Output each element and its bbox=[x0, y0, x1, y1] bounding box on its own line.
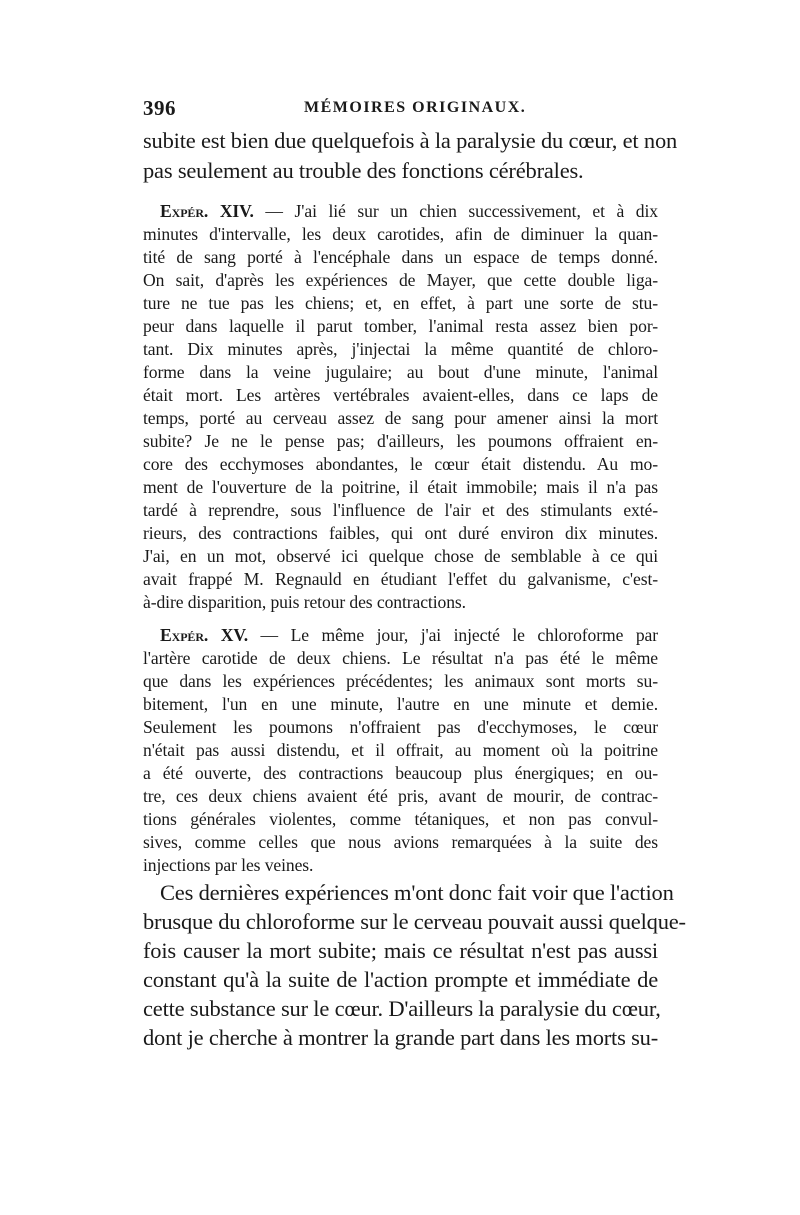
exper-15-line: que dans les expériences précédentes; les animaux sont morts su- bbox=[143, 671, 658, 691]
exper-14-line: On sait, d'après les expériences de Mayer, que cette double liga- bbox=[143, 270, 658, 290]
exper-14-line: rieurs, des contractions faibles, qui ont duré environ dix minutes. bbox=[143, 523, 658, 543]
exper-14-line: forme dans la veine jugulaire; au bout d'une minute, l'animal bbox=[143, 362, 658, 382]
exper-15-line: sives, comme celles que nous avions remarquées à la suite des bbox=[143, 832, 658, 852]
top-paragraph-line: subite est bien due quelquefois à la paralysie du cœur, et non bbox=[143, 128, 678, 153]
exper-14-line: était mort. Les artères vertébrales avaient-elles, dans ce laps de bbox=[143, 385, 658, 405]
exper-14-line: avait frappé M. Regnauld en étudiant l'effet du galvanisme, c'est- bbox=[143, 569, 658, 589]
exper-15-line: bitement, l'un en une minute, l'autre en une minute et demie. bbox=[143, 694, 658, 714]
exper-15-first-line bbox=[160, 625, 658, 646]
conclusion-line: fois causer la mort subite; mais ce résultat n'est pas aussi bbox=[143, 938, 658, 963]
running-header bbox=[143, 96, 658, 120]
exper-14-line: peur dans laquelle il parut tomber, l'animal resta assez bien por- bbox=[143, 316, 658, 336]
exper-15-line: Seulement les poumons n'offraient pas d'ecchymoses, le cœur bbox=[143, 717, 658, 737]
exper-15-line: tions générales violentes, comme tétaniques, et non pas convul- bbox=[143, 809, 658, 829]
exper-14-first-line bbox=[160, 201, 658, 222]
conclusion-line: dont je cherche à montrer la grande part dans les morts su- bbox=[143, 1025, 658, 1050]
conclusion-line: brusque du chloroforme sur le cerveau pouvait aussi quelque- bbox=[143, 909, 686, 934]
exper-15-line: a été ouverte, des contractions beaucoup plus énergiques; en ou- bbox=[143, 763, 658, 783]
exper-14-line: ment de l'ouverture de la poitrine, il était immobile; mais il n'a pas bbox=[143, 477, 658, 497]
running-title: MÉMOIRES ORIGINAUX. bbox=[304, 99, 527, 116]
exper-15-line: tre, ces deux chiens avaient été pris, avant de mourir, de contrac- bbox=[143, 786, 658, 806]
exper-15-line: — Le même jour, j'ai injecté le chloroforme par bbox=[248, 625, 658, 645]
conclusion-line: Ces dernières expériences m'ont donc fait voir que l'action bbox=[160, 880, 674, 905]
exper-15-line: n'était pas aussi distendu, et il offrait, au moment où la poitrine bbox=[143, 740, 658, 760]
top-paragraph-line: pas seulement au trouble des fonctions cérébrales. bbox=[143, 158, 584, 183]
exper-14-line: ture ne tue pas les chiens; et, en effet, à part une sorte de stu- bbox=[143, 293, 658, 313]
exper-14-line: à-dire disparition, puis retour des contractions. bbox=[143, 592, 466, 612]
exper-14-line: tardé à reprendre, sous l'influence de l'air et des stimulants exté- bbox=[143, 500, 658, 520]
exper-15-line: l'artère carotide de deux chiens. Le résultat n'a pas été le même bbox=[143, 648, 658, 668]
exper-14-line: tité de sang porté à l'encéphale dans un espace de temps donné. bbox=[143, 247, 658, 267]
exper-14-line: J'ai, en un mot, observé ici quelque chose de semblable à ce qui bbox=[143, 546, 658, 566]
exper-14-line: tant. Dix minutes après, j'injectai la même quantité de chloro- bbox=[143, 339, 658, 359]
conclusion-line: cette substance sur le cœur. D'ailleurs la paralysie du cœur, bbox=[143, 996, 661, 1021]
page-number: 396 bbox=[143, 96, 176, 120]
exper-14-line: minutes d'intervalle, les deux carotides, afin de diminuer la quan- bbox=[143, 224, 658, 244]
conclusion-line: constant qu'à la suite de l'action prompte et immédiate de bbox=[143, 967, 658, 992]
exper-14-line: — J'ai lié sur un chien successivement, et à dix bbox=[253, 201, 658, 221]
exper-15-line: injections par les veines. bbox=[143, 855, 314, 875]
exper-14-line: temps, porté au cerveau assez de sang pour amener ainsi la mort bbox=[143, 408, 658, 428]
exper-14-line: core des ecchymoses abondantes, le cœur était distendu. Au mo- bbox=[143, 454, 658, 474]
exper-15-label: Expér. XV. bbox=[160, 625, 248, 645]
exper-14-label: Expér. XIV. bbox=[160, 201, 254, 221]
exper-14-line: subite? Je ne le pense pas; d'ailleurs, les poumons offraient en- bbox=[143, 431, 658, 451]
